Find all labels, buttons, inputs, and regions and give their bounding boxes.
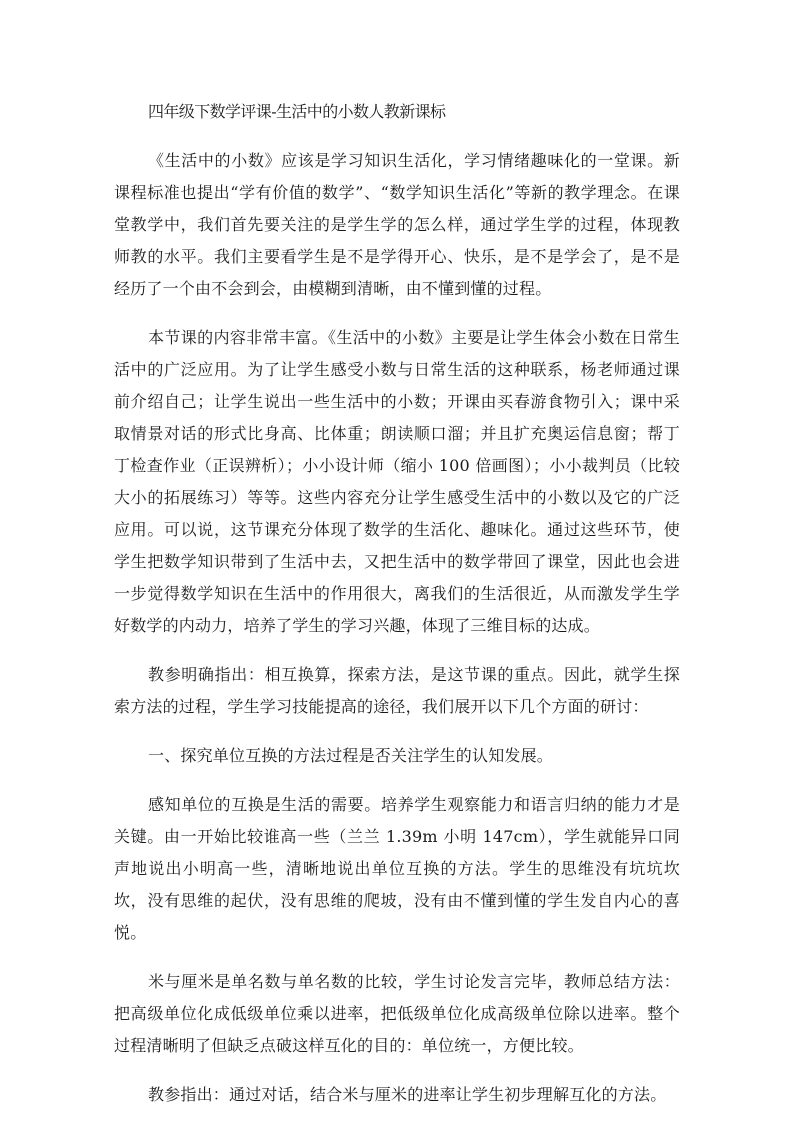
document-body: [114, 96, 680, 1128]
paragraph-unit-conversion: 感知单位的互换是生活的需要。培养学生观察能力和语言归纳的能力才是关键。由一开始比较谁高一些（兰兰 1.39m 小明 147cm），学生就能异口同声地说出小明高一些，清晰地说出单位互换的方法。学生的思维没有坑坑坎坎，没有思维的起伏，没有思维的爬坡，没有由不懂到懂的学生发自内心的喜悦。: [114, 795, 680, 942]
section-heading-one: 一、探究单位互换的方法过程是否关注学生的认知发展。: [148, 746, 554, 765]
paragraph-teaching-reference: 教参指出：通过对话，结合米与厘米的进率让学生初步理解互化的方法。: [148, 1085, 667, 1104]
paragraph-intro: 《生活中的小数》应该是学习知识生活化，学习情绪趣味化的一堂课。新课程标准也提出“学有价值的数学”、“数学知识生活化”等新的教学理念。在课堂教学中，我们首先要关注的是学生学的怎么样，通过学生学的过程，体现教师教的水平。我们主要看学生是不是学得开心、快乐，是不是学会了，是不是经历了一个由不会到会，由模糊到清晰，由不懂到懂的过程。: [114, 151, 680, 298]
paragraph-meter-centimeter: 米与厘米是单名数与单名数的比较，学生讨论发言完毕，教师总结方法：把高级单位化成低级单位乘以进率，把低级单位化成高级单位除以进率。整个过程清晰明了但缺乏点破这样互化的目的：单位统一，方便比较。: [114, 972, 680, 1055]
document-title: 四年级下数学评课-生活中的小数人教新课标: [148, 102, 446, 121]
paragraph-content-richness: 本节课的内容非常丰富。《生活中的小数》主要是让学生体会小数在日常生活中的广泛应用。为了让学生感受小数与日常生活的这种联系，杨老师通过课前介绍自己；让学生说出一些生活中的小数；开课由买春游食物引入；课中采取情景对话的形式比身高、比体重；朗读顺口溜；并且扩充奥运信息窗；帮丁丁检查作业（正误辨析）；小小设计师（缩小 100 倍画图）；小小裁判员（比较大小的拓展练习）等等。这些内容充分让学生感受生活中的小数以及它的广泛应用。可以说，这节课充分体现了数学的生活化、趣味化。通过这些环节，使学生把数学知识带到了生活中去，又把生活中的数学带回了课堂，因此也会进一步觉得数学知识在生活中的作用很大，离我们的生活很近，从而激发学生学好数学的内动力，培养了学生的学习兴趣，体现了三维目标的达成。: [114, 328, 680, 635]
paragraph-teaching-focus: 教参明确指出：相互换算，探索方法，是这节课的重点。因此，就学生探索方法的过程，学生学习技能提高的途径，我们展开以下几个方面的研讨：: [114, 665, 680, 716]
